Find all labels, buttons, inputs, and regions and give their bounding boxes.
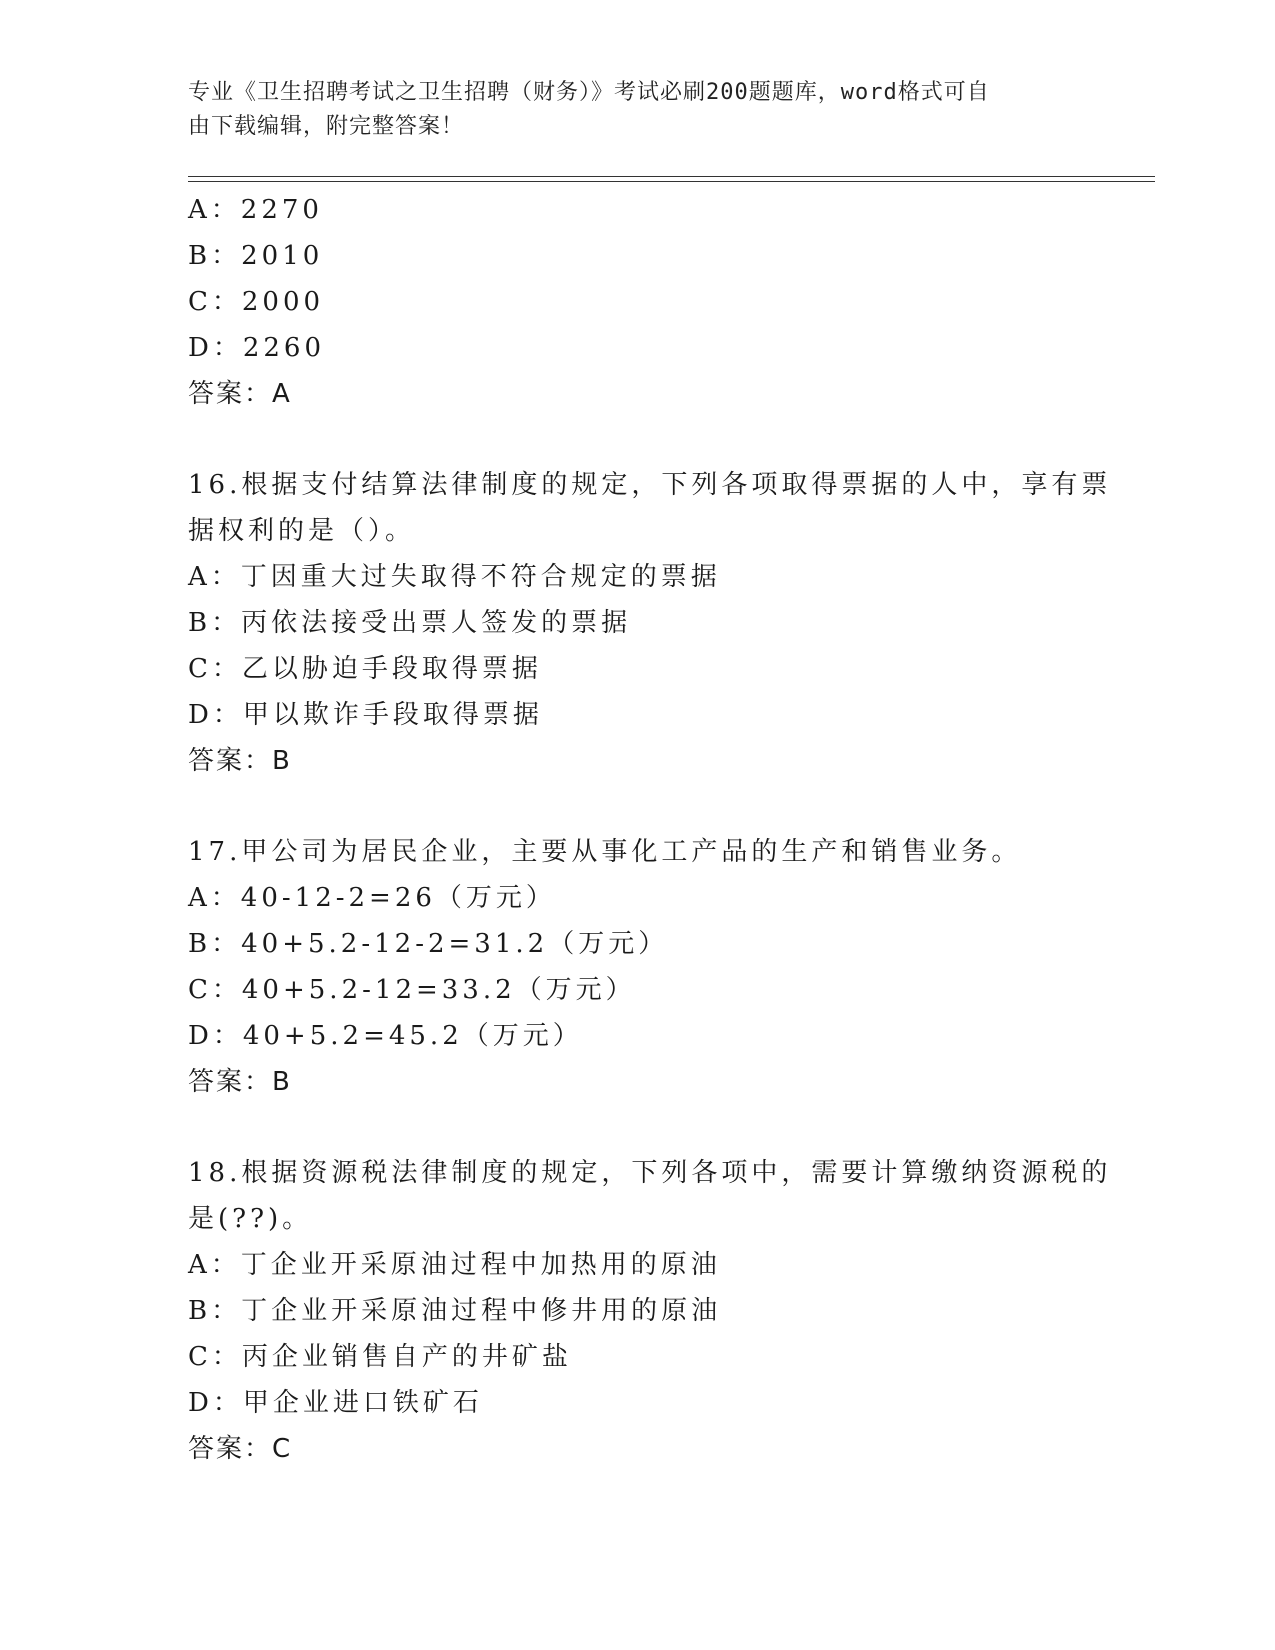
answer-line: 答案：B (188, 1067, 292, 1097)
document-header (188, 76, 1068, 144)
question-list (188, 187, 1112, 1472)
question-text-line2: 据权利的是（）。 (188, 516, 416, 546)
option-c: C：丙企业销售自产的井矿盐 (188, 1342, 572, 1372)
option-b: B：丁企业开采原油过程中修井用的原油 (188, 1296, 722, 1326)
header-title-line2: 由下载编辑，附完整答案！ (188, 114, 465, 139)
option-c: C：2000 (188, 287, 325, 317)
option-b: B：40+5.2-12-2=31.2（万元） (188, 929, 669, 959)
option-c: C：乙以胁迫手段取得票据 (188, 654, 542, 684)
option-b: B：丙依法接受出票人签发的票据 (188, 608, 632, 638)
question-text-line1: 16.根据支付结算法律制度的规定，下列各项取得票据的人中，享有票 (188, 470, 1112, 500)
answer-line: 答案：B (188, 746, 292, 776)
option-d: D：甲以欺诈手段取得票据 (188, 700, 543, 730)
answer-line: 答案：C (188, 1434, 293, 1464)
header-divider-top (188, 176, 1155, 177)
answer-line: 答案：A (188, 379, 292, 409)
question-block-18 (188, 1150, 1112, 1472)
question-spacer (188, 417, 1088, 462)
option-a: A：40-12-2=26（万元） (188, 883, 556, 913)
question-text-line1: 17.甲公司为居民企业，主要从事化工产品的生产和销售业务。 (188, 837, 1022, 867)
option-d: D：甲企业进口铁矿石 (188, 1388, 483, 1418)
option-d: D：2260 (188, 333, 326, 363)
question-spacer (188, 784, 1088, 829)
header-divider-bottom (188, 181, 1155, 182)
question-text-line1: 18.根据资源税法律制度的规定，下列各项中，需要计算缴纳资源税的 (188, 1158, 1112, 1188)
option-d: D：40+5.2=45.2（万元） (188, 1021, 583, 1051)
option-a: A：丁因重大过失取得不符合规定的票据 (188, 562, 721, 592)
question-text-line2: 是(??)。 (188, 1204, 313, 1234)
question-spacer (188, 1105, 1088, 1150)
question-block-17 (188, 829, 1088, 1105)
header-title-line1: 专业《卫生招聘考试之卫生招聘（财务）》考试必刷200题题库，word格式可自 (188, 80, 990, 105)
option-a: A：丁企业开采原油过程中加热用的原油 (188, 1250, 721, 1280)
question-block-16 (188, 462, 1112, 784)
question-block-prev (188, 187, 1088, 417)
option-b: B：2010 (188, 241, 324, 271)
option-a: A：2270 (188, 195, 323, 225)
option-c: C：40+5.2-12=33.2（万元） (188, 975, 636, 1005)
